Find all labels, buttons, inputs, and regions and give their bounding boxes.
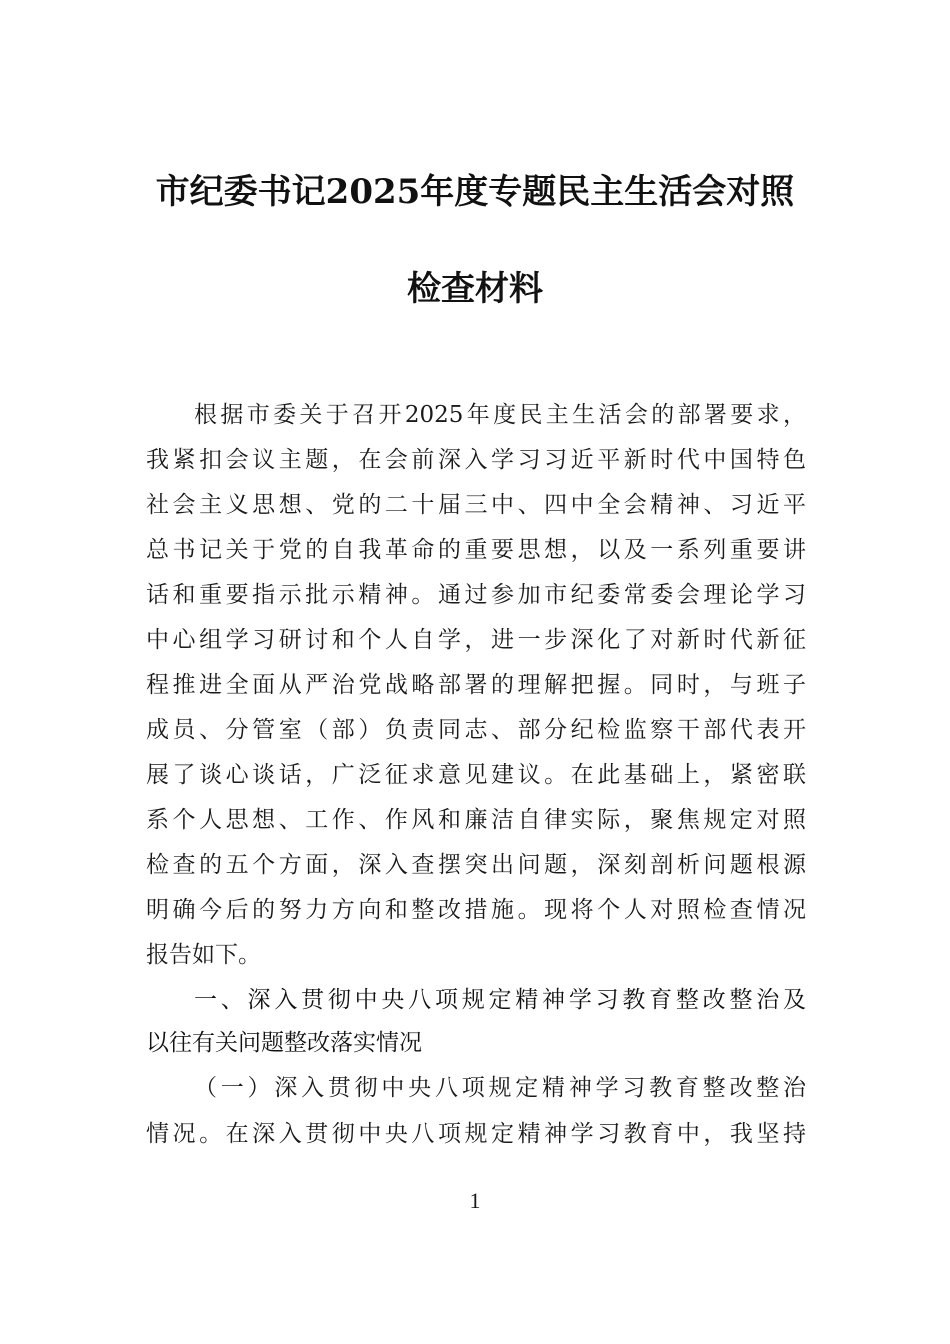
- intro-line: 中心组学习研讨和个人自学，进一步深化了对新时代新征: [146, 627, 806, 653]
- intro-line: 报告如下。: [146, 942, 261, 968]
- intro-line: 明确今后的努力方向和整改措施。现将个人对照检查情况: [146, 897, 806, 923]
- intro-line: 成员、分管室（部）负责同志、部分纪检监察干部代表开: [146, 717, 806, 743]
- intro-line: 根据市委关于召开2025年度民主生活会的部署要求，: [194, 402, 806, 428]
- document-title-line-2: 检查材料: [407, 269, 543, 309]
- intro-line: 总书记关于党的自我革命的重要思想，以及一系列重要讲: [146, 537, 806, 563]
- section-heading-line: 以往有关问题整改落实情况: [146, 1030, 422, 1056]
- subsection-line: （一）深入贯彻中央八项规定精神学习教育整改整治: [194, 1075, 806, 1101]
- page-number: 1: [469, 1188, 481, 1213]
- intro-line: 系个人思想、工作、作风和廉洁自律实际，聚焦规定对照: [146, 807, 806, 833]
- subsection-line: 情况。在深入贯彻中央八项规定精神学习教育中，我坚持: [146, 1121, 806, 1147]
- intro-line: 我紧扣会议主题，在会前深入学习习近平新时代中国特色: [146, 447, 806, 473]
- intro-line: 展了谈心谈话，广泛征求意见建议。在此基础上，紧密联: [146, 762, 806, 788]
- intro-line: 程推进全面从严治党战略部署的理解把握。同时，与班子: [146, 672, 806, 698]
- section-heading-line: 一、深入贯彻中央八项规定精神学习教育整改整治及: [194, 987, 806, 1013]
- intro-line: 检查的五个方面，深入查摆突出问题，深刻剖析问题根源: [146, 852, 806, 878]
- intro-line: 社会主义思想、党的二十届三中、四中全会精神、习近平: [146, 492, 806, 518]
- document-title-line-1: 市纪委书记2025年度专题民主生活会对照: [155, 172, 795, 212]
- intro-line: 话和重要指示批示精神。通过参加市纪委常委会理论学习: [146, 582, 806, 608]
